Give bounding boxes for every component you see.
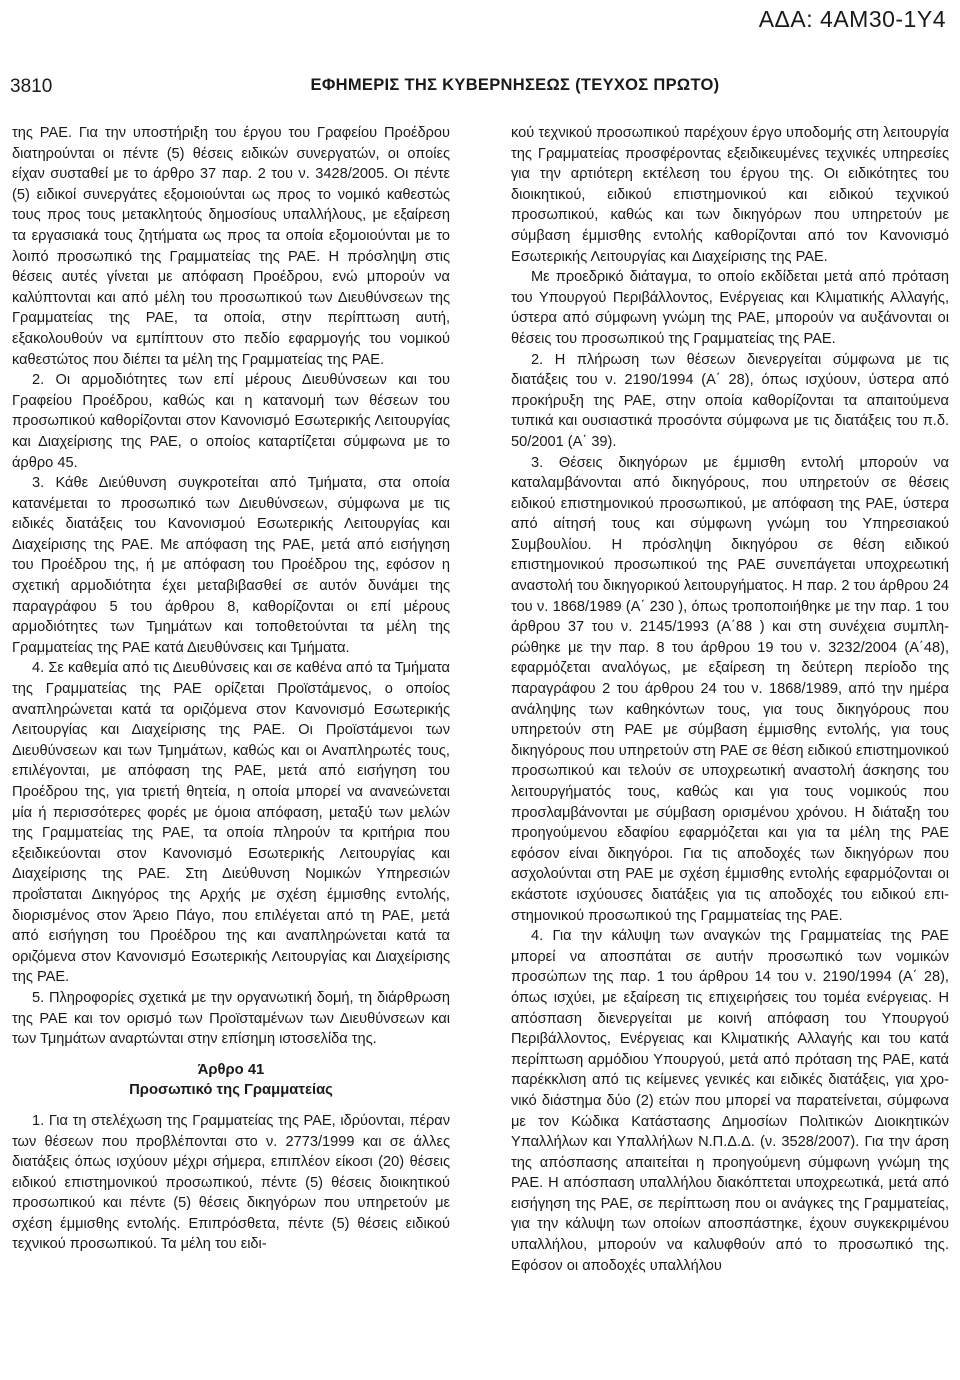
page-header	[0, 76, 960, 104]
paragraph: της ΡΑΕ. Για την υποστήριξη του έργου του Γραφείου Προέδρου διατηρούνται οι πέντε (5) θέσεις ειδικών συνεργατών, οι οποίες είχαν συσταθεί με το άρθρο 37 παρ. 2 του ν. 3428/2005. Οι πέντε (5) ειδικοί συνεργάτες εξομοιούνται ως προς το νομικό καθεστώς τους προς τους μετακλητούς δημοσίους υπαλλήλους, με εξαίρεση τα εργασιακά τους ζητήματα ως προς τα οποία εξομοιούνται με το λοιπό προσωπικό της Γραμματείας της ΡΑΕ. Η πρόσληψη στις θέσεις αυτές γίνεται με απόφαση Προέδρου, ενώ μπορούν να καλύπτονται και από μέλη του προσωπικού των Διευθύνσεων της Γραμματείας της ΡΑΕ, τα οποία, στην περίπτωση αυτή, εξακολουθούν να εμπίπτουν στο πεδίο εφαρμογής του νομικού καθεστώτος που διέπει τα μέλη της Γραμματείας της ΡΑΕ.	[12, 125, 450, 368]
page-number: 3810	[10, 76, 53, 97]
paragraph: 4. Σε καθεμία από τις Διευθύνσεις και σε καθένα από τα Τμήματα της Γραμματείας της ΡΑΕ ορίζεται Προϊστάμενος, ο οποίος αναπληρώνεται κατά τα οριζόμενα στον Κανονισμό Εσωτερικής Λειτουργίας και Διαχείρισης της ΡΑΕ. Οι Προϊστάμενοι των Διευθύνσεων και των Τμημάτων, καθώς και οι Αναπληρωτές τους, επιλέγονται, με απόφαση της ΡΑΕ, μετά από εισήγηση του Προέδρου της, για τριετή θητεία, η οποία μπορεί να ανανεώνεται μία ή περισσότερες φορές με όμοια απόφαση, μεταξύ των μελών της Γραμματείας της ΡΑΕ, τα οποία πληρούν τα κριτήρια που εξειδικεύονται στον Κανονισμό Εσωτερικής Λειτουργίας και Διαχείρισης της ΡΑΕ. Στη Διεύθυνση Νομικών Υπηρεσιών προΐσταται Δικηγόρος της Αρχής με σχέση έμμισθης εντολής, διορισμένος στον Άρειο Πάγο, που επιλέγεται από τη ΡΑΕ, μετά από εισήγηση του Προέδρου της και αναπληρώνεται κατά τα οριζόμενα στον Κανονισμό Εσωτερικής Λειτουργίας και Διαχείρισης της ΡΑΕ.	[12, 660, 450, 986]
journal-title: ΕΦΗΜΕΡΙΣ ΤΗΣ ΚΥΒΕΡΝΗΣΕΩΣ (ΤΕΥΧΟΣ ΠΡΩΤΟ)	[310, 76, 720, 94]
paragraph: 3. Κάθε Διεύθυνση συγκροτείται από Τμήματα, στα οποία κατανέμεται το προσωπικό των Διευθύνσεων, σύμφωνα με τις ειδικές διατάξεις του Κανονισμού Εσωτερικής Λειτουργίας και Διαχείρισης της ΡΑΕ. Με απόφαση της ΡΑΕ, μετά από εισήγηση του Προέδρου της, ή με απόφαση του Προέδρου της, εφόσον η σχετική αρμοδιότητα έχει μεταβιβασθεί σε αυτόν δυνάμει της παραγράφου 5 του άρθρου 8, καθορίζονται οι επί μέρους αρμοδιότητες των Τμημάτων και τοποθετούνται τα μέλη της Γραμματείας της ΡΑΕ κατά Διευθύνσεις και Τμήματα.	[12, 475, 450, 656]
paragraph: 3. Θέσεις δικηγόρων με έμμισθη εντολή μπορούν να καταλαμβάνονται από δικηγόρους, που υπηρετούν σε θέσεις ειδικού επιστημονικού προσωπικού, με απόφαση της ΡΑΕ, ύστερα από αίτησή τους και σύμφωνη γνώμη του Υπηρεσιακού Συμβουλίου. Η πρόσληψη δικηγόρου σε θέση ειδικού επιστημονικού προσωπικού της ΡΑΕ συνεπάγεται υποχρεωτική αναστολή του δικηγορικού λειτουργήματος. Η παρ. 2 του άρθρου 24 του ν. 1868/1989 (Α΄ 230 ), όπως τροποποιήθηκε με την παρ. 1 του άρθρου 37 του ν. 2145/1993 (Α΄88 ) και στη συνέχεια συμπληρώθηκε με την παρ. 8 του άρθρου 19 του ν. 3232/2004 (Α΄48), εφαρμόζεται αναλόγως, με εξαίρεση τη δεύτερη περίοδο της παραγράφου 2 του άρθρου 24 του ν. 1868/1989, από την ημέρα ανάληψης των καθηκόντων τους, για τους δικηγόρους που υπηρετούν στη ΡΑΕ με σύμβαση έμμισθης εντολής, για τους δικηγόρους που υπηρετούν στη ΡΑΕ σε θέση ειδικού επιστημονικού προσωπικού και τελούν σε υποχρεωτική αναστολή άσκησης του λειτουργήματός τους, καθώς και για τους νομικούς που προσλαμβάνονται με σύμβαση ορισμένου χρόνου. Η διάταξη του προηγούμενου εδαφίου εφαρμόζεται και για τα μέλη της ΡΑΕ εφόσον είναι δικηγόροι. Για τις αποδοχές των δικηγόρων που ασχολούνται στη ΡΑΕ με σχέση έμμισθης εντολής εφαρμόζονται οι εκάστοτε ισχύουσες διατάξεις για τις αποδοχές του ειδικού επιστημονικού προσωπικού της Γραμματείας της ΡΑΕ.	[511, 454, 949, 924]
paragraph: 2. Η πλήρωση των θέσεων διενεργείται σύμφωνα με τις διατάξεις του ν. 2190/1994 (Α΄ 28), όπως ισχύουν, ύστερα από προκήρυξη της ΡΑΕ, στην οποία καθορίζονται τα απαιτούμενα τυπικά και ουσιαστικά προσόντα σύμφωνα με τις διατάξεις του π.δ. 50/2001 (Α΄ 39).	[511, 351, 949, 450]
article-number: Άρθρο 41	[197, 1061, 265, 1078]
paragraph: 4. Για την κάλυψη των αναγκών της Γραμματείας της ΡΑΕ μπορεί να αποσπάται σε αυτήν προσωπικό των νομικών προσώπων της παρ. 1 του άρθρου 14 του ν. 2190/1994 (Α΄ 28), όπως ισχύει, με εξαίρεση τις επιχειρήσεις του τομέα ενέργειας. Η απόσπαση διενεργείται με κοινή απόφαση του Υπουργού Περιβάλλοντος, Ενέργειας και Κλιματικής Αλλαγής και του κατά περίπτωση αρμόδιου Υπουργού, μετά από πρόταση της ΡΑΕ, κατά παρέκκλιση από τις κείμενες γενικές και ειδικές διατάξεις, για χρονικό διάστημα δύο (2) ετών που μπορεί να παρατείνεται, σύμφωνα με τον Κώδικα Κατάστασης Δημοσίων Πολιτικών Διοικητικών Υπαλλήλων και Υπαλλήλων Ν.Π.Δ.Δ. (ν. 3528/2007). Για την άρση της απόσπασης απαιτείται η προηγούμενη σύμφωνη γνώμη της ΡΑΕ. Η απόσπαση υπαλλήλου διακόπτεται υποχρεωτικά, μετά από εισήγηση της ΡΑΕ, σε περίπτωση που οι ανάγκες της Γραμματείας, για την κάλυψη των οποίων αποσπάστηκε, έχουν συγκεκριμένου υπαλλήλου, μπορούν να καλυφθούν από το προσωπικό της. Εφόσον οι αποδοχές υπαλλήλου	[511, 928, 949, 1274]
article-title: Προσωπικό της Γραμματείας	[129, 1082, 333, 1099]
paragraph: Με προεδρικό διάταγμα, το οποίο εκδίδεται μετά από πρόταση του Υπουργού Περιβάλλοντος, Ενέργειας και Κλιματικής Αλλαγής, ύστερα από σύμφωνη γνώμη της ΡΑΕ, μπορούν να αυξάνονται οι θέσεις του προσωπικού της Γραμματείας της ΡΑΕ.	[511, 269, 949, 347]
paragraph: κού τεχνικού προσωπικού παρέχουν έργο υποδομής στη λειτουργία της Γραμματείας προσφέροντας εξειδικευμένες τεχνικές υπηρεσίες για την αρτιότερη εκτέλεση του έργου της. Οι ειδικότητες του διοικητικού, ειδικού επιστημονικού και ειδικού τεχνικού προσωπικού, καθώς και των δικηγόρων που υπηρετούν με σύμβαση έμμισθης εντολής καθορίζονται από τον Κανονισμό Εσωτερικής Λειτουργίας και Διαχείρισης της ΡΑΕ.	[511, 125, 949, 265]
paragraph: 1. Για τη στελέχωση της Γραμματείας της ΡΑΕ, ιδρύονται, πέραν των θέσεων που προβλέπονται στο ν. 2773/1999 και σε άλλες διατάξεις όπως ισχύουν μέχρι σήμερα, επιπλέον είκοσι (20) θέσεις ειδικού επιστημονικού προσωπικού, πέντε (5) θέσεις διοικητικού προσωπικού και πέντε (5) θέσεις δικηγόρων που υπηρετούν με σχέση έμμισθης εντολής. Επιπρόσθετα, πέντε (5) θέσεις ειδικού τεχνικού προσωπικού. Τα μέλη του ειδι-	[12, 1112, 450, 1253]
left-column	[12, 123, 450, 1255]
ada-code: ΑΔΑ: 4ΑΜ30-1Υ4	[758, 6, 946, 32]
right-column	[511, 123, 949, 1276]
paragraph: 5. Πληροφορίες σχετικά με την οργανωτική δομή, τη διάρθρωση της ΡΑΕ και τον ορισμό των Προϊσταμένων των Διευθύνσεων και των Τμημάτων αναρτώνται στην επίσημη ιστοσελίδα της.	[12, 989, 450, 1048]
paragraph: 2. Οι αρμοδιότητες των επί μέρους Διευθύνσεων και του Γραφείου Προέδρου, καθώς και η κατανομή των θέσεων του προσωπικού καθορίζονται στον Κανονισμό Εσωτερικής Λειτουργίας και Διαχείρισης της ΡΑΕ, ο οποίος καταρτίζεται σύμφωνα με το άρθρο 45.	[12, 372, 450, 471]
